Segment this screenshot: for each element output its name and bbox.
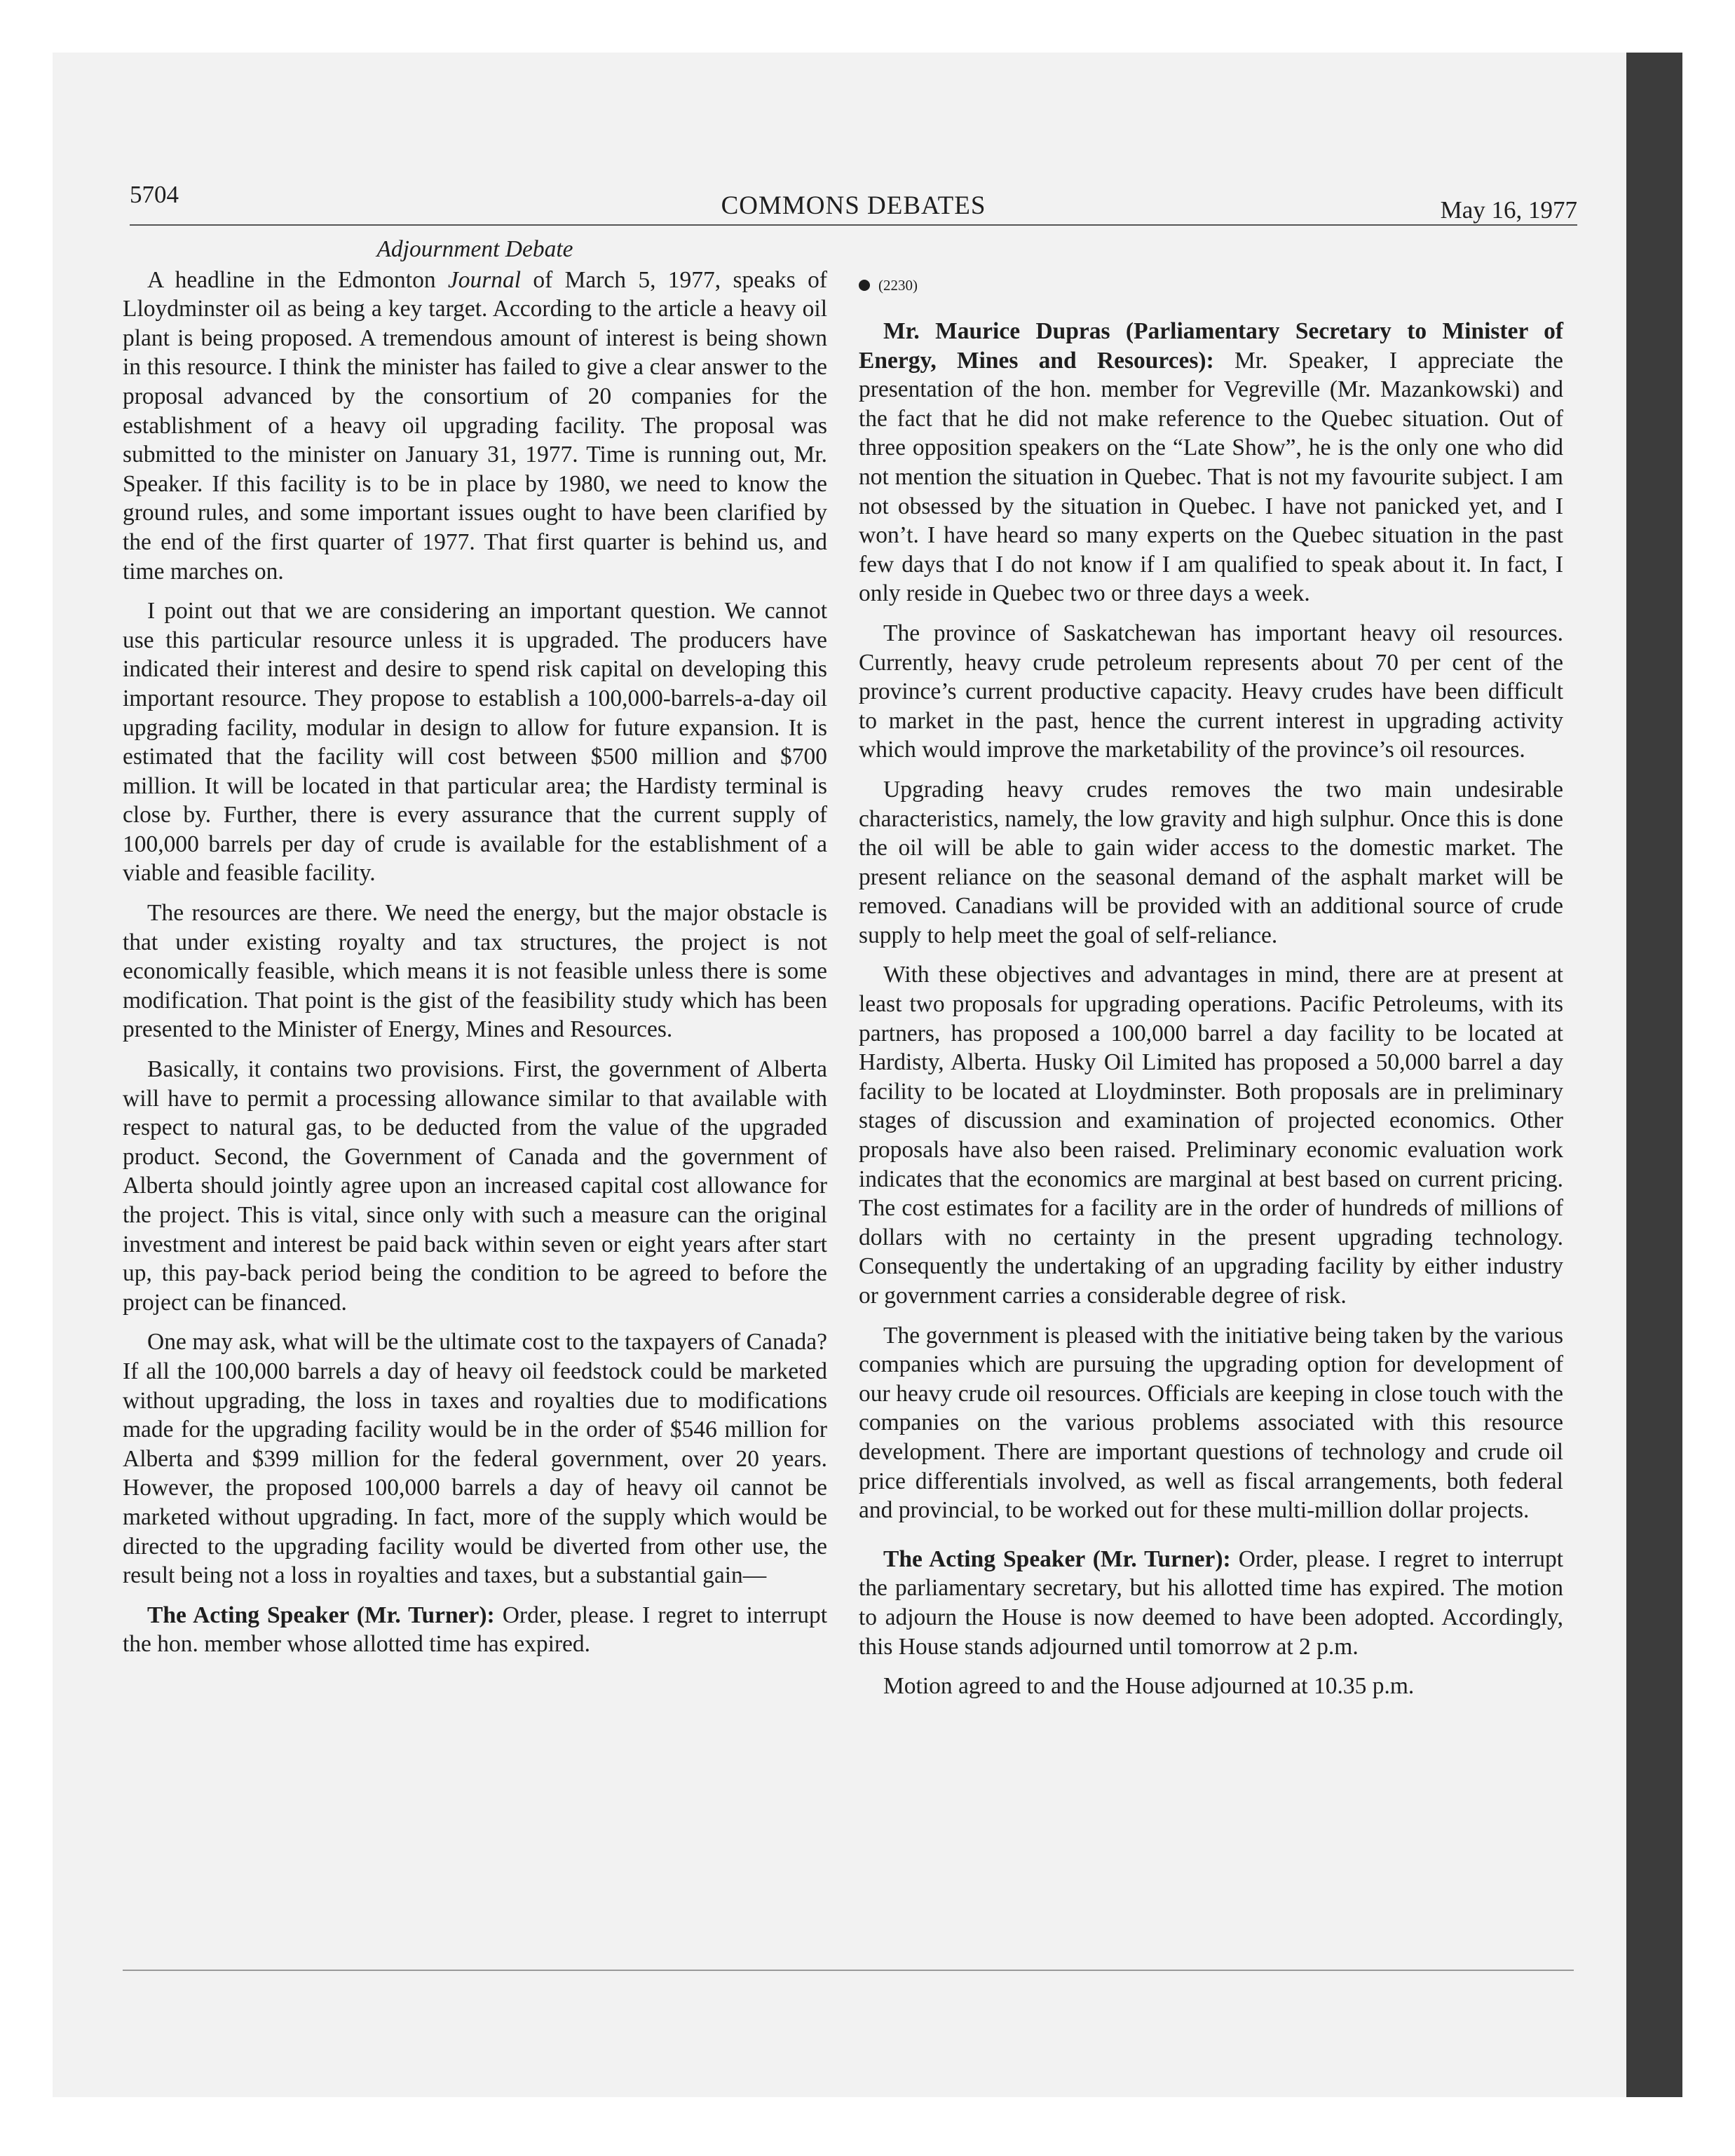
right-column	[859, 273, 1563, 1701]
section-subheading: Adjournment Debate	[376, 236, 573, 262]
closing-statement: Motion agreed to and the House adjourned at 10.35 p.m.	[883, 1673, 1415, 1700]
page-number: 5704	[130, 181, 179, 208]
paragraph: I point out that we are considering an important question. We cannot use this particular resource unless it is upgraded. The producers have indicated their interest and desire to spend risk capital on developing this important resource. They propose to establish a 100,000-barrels-a-day oil upgrading facility, modular in design to allow for future expansion. It is estimated that the facility will cost between $500 million and $700 million. It will be located in that particular area; the Hardisty terminal is close by. Further, there is every assurance that the current supply of 100,000 barrels per day of crude is available for the establishment of a viable and feasible facility.	[123, 598, 827, 887]
left-column	[123, 235, 827, 1659]
time-marker-label: (2230)	[878, 277, 918, 294]
speaker-name: Mr. Maurice Dupras (Parliamentary Secretary to Minister of Energy, Mines and Resources):	[859, 318, 1563, 374]
paragraph: The government is pleased with the initiative being taken by the various companies which are pursuing the upgrading option for development of our heavy crude oil resources. Officials are keeping in close touch with the companies on the various problems associated with this resource development. There are important questions of technology and crude oil price differentials involved, as well as fiscal arrangements, both federal and provincial, to be worked out for these multi-million dollar projects.	[859, 1322, 1563, 1524]
header-rule	[130, 224, 1577, 226]
paragraph: The province of Saskatchewan has important heavy oil resources. Currently, heavy crude petroleum represents about 70 per cent of the province’s current productive capacity. Heavy crudes have been difficult to market in the past, hence the current interest in upgrading activity which would improve the marketability of the province’s oil resources.	[859, 620, 1563, 763]
paragraph: A headline in the Edmonton Journal of March 5, 1977, speaks of Lloydminster oil as being a key target. According to the article a heavy oil plant is being proposed. A tremendous amount of interest is being shown in this resource. I think the minister has failed to give a clear answer to the proposal advanced by the consortium of 20 companies for the establishment of a heavy oil upgrading facility. The proposal was submitted to the minister on January 31, 1977. Time is running out, Mr. Speaker. If this facility is to be in place by 1980, we need to know the ground rules, and some important issues ought to have been clarified by the end of the first quarter of 1977. That first quarter is behind us, and time marches on.	[123, 266, 827, 585]
time-marker	[859, 273, 1563, 297]
paragraph: Upgrading heavy crudes removes the two main undesirable characteristics, namely, the low gravity and high sulphur. Once this is done the oil will be able to gain wider access to the domestic market. The present reliance on the seasonal demand of the asphalt market will be removed. Canadians will be provided with an additional source of crude supply to help meet the goal of self-reliance.	[859, 776, 1563, 948]
footer-rule	[123, 1970, 1574, 1971]
publication-title: COMMONS DEBATES	[721, 191, 986, 220]
speaker-name: The Acting Speaker (Mr. Turner):	[883, 1546, 1231, 1572]
bullet-dot-icon	[859, 280, 870, 291]
paragraph: The Acting Speaker (Mr. Turner): Order, please. I regret to interrupt the parliamentary secretary, but his allotted time has expired. The motion to adjourn the House is now deemed to have been adopted. Accordingly, this House stands adjourned until tomorrow at 2 p.m.	[859, 1546, 1563, 1660]
paragraph: The resources are there. We need the energy, but the major obstacle is that under existing royalty and tax structures, the project is not economically feasible, which means it is not feasible unless there is some modification. That point is the gist of the feasibility study which has been presented to the Minister of Energy, Mines and Resources.	[123, 900, 827, 1043]
speaker-name: The Acting Speaker (Mr. Turner):	[147, 1602, 495, 1628]
paragraph: Mr. Maurice Dupras (Parliamentary Secretary to Minister of Energy, Mines and Resources): Mr. Speaker, I appreciate the presentation of the hon. member for Vegreville (Mr. Mazankowski) and the fact that he did not make reference to the Quebec situation. Out of three opposition speakers on the “Late Show”, he is the only one who did not mention the situation in Quebec. That is not my favourite subject. I am not obsessed by the situation in Quebec. I have not panicked yet, and I won’t. I have heard so many experts on the Quebec situation in the past few days that I do not know if I am qualified to speak about it. In fact, I only reside in Quebec two or three days a week.	[859, 318, 1564, 607]
paragraph: With these objectives and advantages in mind, there are at present at least two proposals for upgrading operations. Pacific Petroleums, with its partners, has proposed a 100,000 barrel a day facility to be located at Hardisty, Alberta. Husky Oil Limited has proposed a 50,000 barrel a day facility to be located at Lloydminster. Both proposals are in preliminary stages of discussion and examination of projected economics. Other proposals have also been raised. Preliminary economic evaluation work indicates that the economics are marginal at best based on current pricing. The cost estimates for a facility are in the order of hundreds of millions of dollars with no certainty in the present upgrading technology. Consequently the undertaking of an upgrading facility by either industry or government carries a considerable degree of risk.	[859, 962, 1563, 1309]
paragraph: Basically, it contains two provisions. First, the government of Alberta will have to permit a processing allowance similar to that available with respect to natural gas, to be deducted from the value of the upgraded product. Second, the Government of Canada and the government of Alberta should jointly agree upon an increased capital cost allowance for the project. This is vital, since only with such a measure can the original investment and interest be paid back within seven or eight years after start up, this pay-back period being the condition to be agreed to before the project can be financed.	[123, 1056, 827, 1316]
header-date: May 16, 1977	[1440, 196, 1577, 224]
paragraph: The Acting Speaker (Mr. Turner): Order, please. I regret to interrupt the hon. member whose allotted time has expired.	[123, 1602, 827, 1658]
publication-name: Journal	[447, 266, 522, 293]
page-header	[130, 175, 1577, 224]
paragraph: One may ask, what will be the ultimate cost to the taxpayers of Canada? If all the 100,000 barrels a day of heavy oil feedstock could be marketed without upgrading, the loss in taxes and royalties due to modifications made for the upgrading facility would be in the order of $546 million for Alberta and $399 million for the federal government, over 20 years. However, the proposed 100,000 barrels a day of heavy oil cannot be marketed without upgrading. In fact, more of the supply which would be directed to the upgrading facility would be diverted from other use, the result being not a loss in royalties and taxes, but a substantial gain—	[123, 1329, 827, 1589]
